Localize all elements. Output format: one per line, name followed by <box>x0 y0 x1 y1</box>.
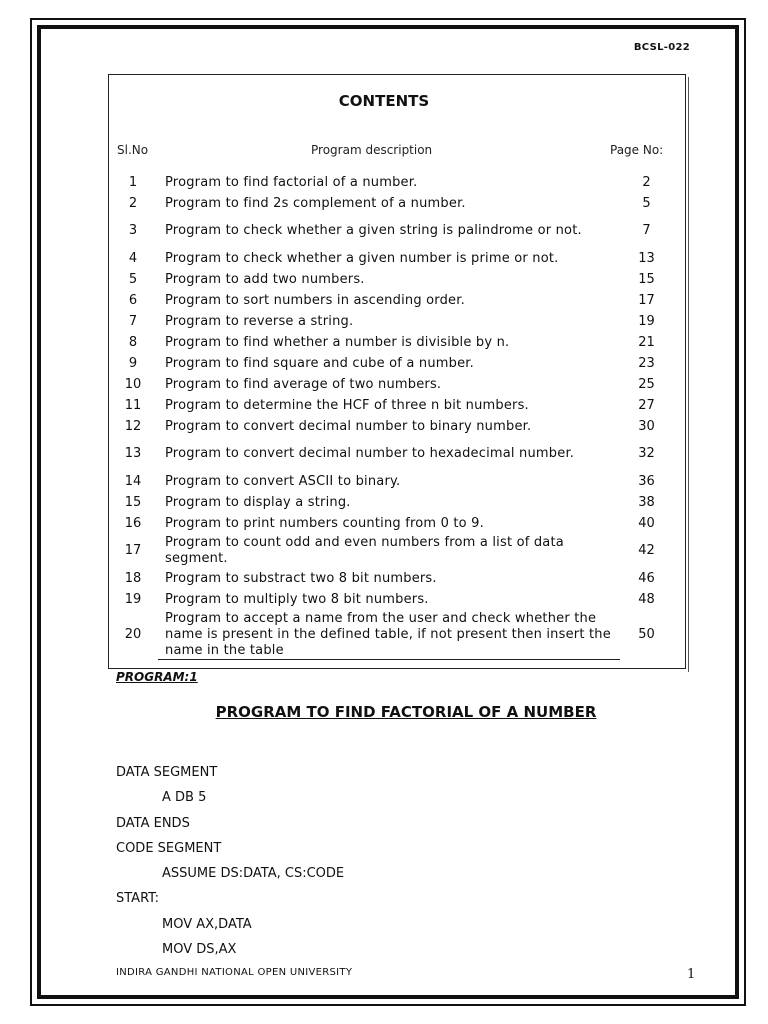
row-description: Program to count odd and even numbers from a list of data segment. <box>165 535 564 566</box>
code-line: DATA SEGMENT <box>116 765 218 780</box>
table-row <box>108 437 686 471</box>
row-description: Program to check whether a given string is palindrome or not. <box>165 223 582 238</box>
contents-title: CONTENTS <box>338 92 430 110</box>
table-row <box>108 568 686 589</box>
table-row <box>108 290 686 311</box>
row-description: Program to display a string. <box>165 494 351 510</box>
contents-table <box>108 172 686 660</box>
table-row <box>108 332 686 353</box>
row-description: Program to find whether a number is divisible by n. <box>165 334 510 350</box>
row-number: 1 <box>128 174 138 190</box>
table-row <box>108 492 686 513</box>
code-line: ASSUME DS:DATA, CS:CODE <box>162 866 345 882</box>
table-row <box>108 534 686 568</box>
table-row <box>108 395 686 416</box>
row-number: 4 <box>128 250 138 266</box>
row-number: 19 <box>124 591 142 607</box>
row-page-number: 13 <box>638 250 655 266</box>
row-number: 18 <box>124 570 142 586</box>
row-description: Program to print numbers counting from 0 to 9. <box>165 515 484 531</box>
row-page-number: 36 <box>638 473 655 489</box>
row-description: Program to find 2s complement of a number. <box>165 195 466 211</box>
row-page-number: 30 <box>638 418 655 434</box>
row-page-number: 17 <box>638 292 655 308</box>
row-number: 16 <box>124 515 142 531</box>
footer-university: INDIRA GANDHI NATIONAL OPEN UNIVERSITY <box>116 967 353 978</box>
table-row <box>108 269 686 290</box>
column-header-slno: Sl.No <box>117 143 149 157</box>
code-line: A DB 5 <box>162 790 207 806</box>
row-description: Program to reverse a string. <box>165 313 354 329</box>
column-header-description: Program description <box>311 143 433 157</box>
row-number: 6 <box>128 292 138 308</box>
row-number: 10 <box>124 376 142 392</box>
row-description: Program to substract two 8 bit numbers. <box>165 570 437 586</box>
row-number: 15 <box>124 494 142 510</box>
row-number: 3 <box>128 223 138 238</box>
table-row <box>108 416 686 437</box>
row-page-number: 46 <box>638 570 655 586</box>
code-listing <box>116 763 344 965</box>
row-page-number: 48 <box>638 591 655 607</box>
row-page-number: 21 <box>638 334 655 350</box>
row-page-number: 15 <box>638 271 655 287</box>
table-row <box>108 214 686 248</box>
row-page-number: 25 <box>638 376 655 392</box>
row-description: Program to accept a name from the user and check whether the name is present in the defined table, if not present then insert the name in the table <box>158 611 620 660</box>
row-description: Program to sort numbers in ascending order. <box>165 292 465 308</box>
table-row <box>108 353 686 374</box>
row-number: 12 <box>124 418 142 434</box>
row-description: Program to multiply two 8 bit numbers. <box>165 591 429 607</box>
code-line: MOV AX,DATA <box>162 916 252 932</box>
code-line: MOV DS,AX <box>162 942 237 958</box>
row-number: 2 <box>128 195 138 211</box>
row-description: Program to determine the HCF of three n bit numbers. <box>165 397 529 413</box>
table-row <box>108 374 686 395</box>
row-number: 14 <box>124 473 142 489</box>
table-row <box>108 311 686 332</box>
code-line: DATA ENDS <box>116 815 190 831</box>
footer-page-number: 1 <box>687 967 696 982</box>
column-header-page: Page No: <box>610 143 664 157</box>
row-number: 11 <box>124 397 142 413</box>
row-description: Program to convert decimal number to hexadecimal number. <box>165 446 575 461</box>
row-number: 17 <box>124 543 142 558</box>
row-number: 5 <box>128 271 138 287</box>
row-page-number: 23 <box>638 355 655 371</box>
table-row <box>108 172 686 193</box>
course-code: BCSL-022 <box>633 42 690 53</box>
table-row <box>108 610 686 660</box>
row-page-number: 50 <box>638 627 655 642</box>
row-number: 13 <box>124 446 142 461</box>
row-description: Program to find square and cube of a number. <box>165 355 474 371</box>
row-page-number: 27 <box>638 397 655 413</box>
row-description: Program to find average of two numbers. <box>165 376 442 392</box>
table-row <box>108 248 686 269</box>
row-description: Program to add two numbers. <box>165 271 365 287</box>
row-number: 8 <box>128 334 138 350</box>
row-description: Program to convert decimal number to binary number. <box>165 418 532 434</box>
program-label: PROGRAM:1 <box>116 670 198 684</box>
row-page-number: 40 <box>638 515 655 531</box>
row-page-number: 32 <box>638 446 655 461</box>
row-number: 7 <box>128 313 138 329</box>
row-description: Program to check whether a given number is prime or not. <box>165 250 559 266</box>
row-page-number: 2 <box>642 174 651 190</box>
row-number: 9 <box>128 355 138 371</box>
program-title: PROGRAM TO FIND FACTORIAL OF A NUMBER <box>215 703 597 721</box>
code-line: CODE SEGMENT <box>116 840 222 856</box>
row-description: Program to convert ASCII to binary. <box>165 473 401 489</box>
code-line: START: <box>116 891 160 907</box>
table-row <box>108 589 686 610</box>
table-row <box>108 193 686 214</box>
row-number: 20 <box>124 627 142 642</box>
row-page-number: 5 <box>642 195 651 211</box>
row-page-number: 38 <box>638 494 655 510</box>
table-row <box>108 471 686 492</box>
row-page-number: 42 <box>638 543 655 558</box>
row-page-number: 19 <box>638 313 655 329</box>
row-page-number: 7 <box>642 223 651 238</box>
table-row <box>108 513 686 534</box>
row-description: Program to find factorial of a number. <box>165 174 418 190</box>
